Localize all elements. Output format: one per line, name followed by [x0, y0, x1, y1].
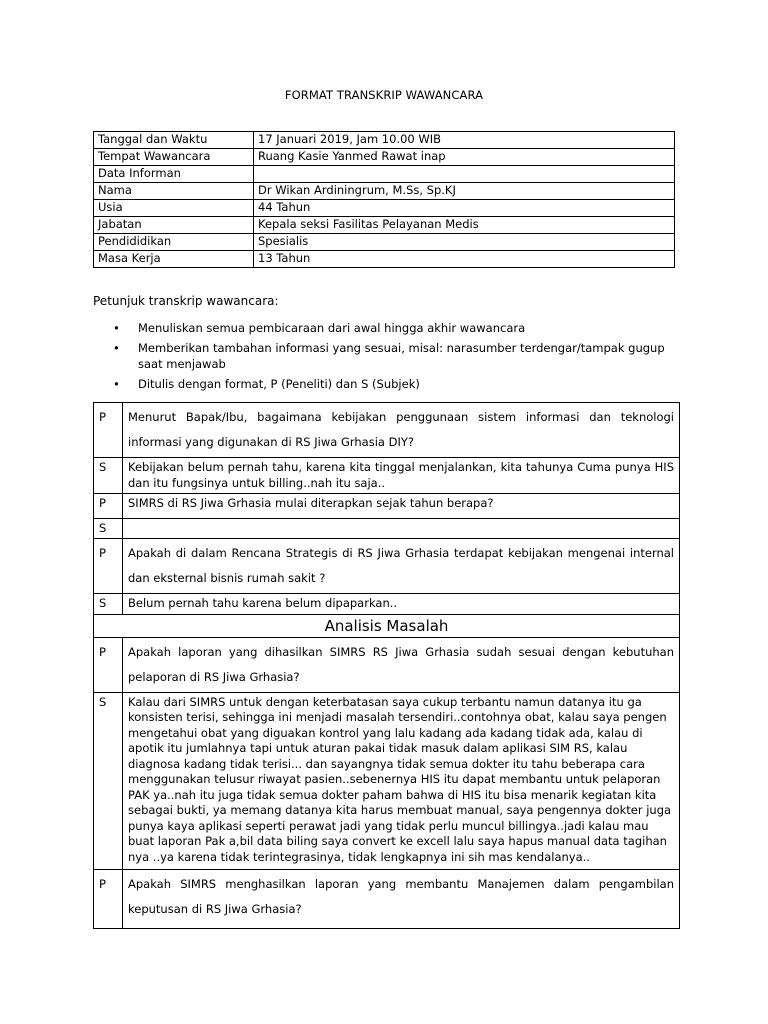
section-title: Analisis Masalah	[94, 614, 680, 637]
list-item	[113, 376, 683, 392]
info-row	[94, 251, 675, 268]
table-row	[94, 637, 680, 692]
transcript-text: Menurut Bapak/Ibu, bagaimana kebijakan penggunaan sistem informasi dan teknologi informasi yang digunakan di RS Jiwa Grhasia DIY?	[123, 403, 680, 458]
interview-info-table	[93, 131, 675, 268]
transcript-table	[93, 402, 680, 929]
transcript-text: Belum pernah tahu karena belum dipaparkan..	[123, 594, 680, 615]
section-row	[94, 614, 680, 637]
speaker-code: P	[94, 494, 123, 519]
table-row	[94, 539, 680, 594]
transcript-text	[123, 518, 680, 539]
guidelines-heading: Petunjuk transkrip wawancara:	[93, 294, 279, 308]
transcript-text: Apakah di dalam Rencana Strategis di RS Jiwa Grhasia terdapat kebijakan mengenai internal dan eksternal bisnis rumah sakit ?	[123, 539, 680, 594]
guideline-text: Ditulis dengan format, P (Peneliti) dan S (Subjek)	[138, 377, 420, 391]
info-row	[94, 183, 675, 200]
speaker-code: P	[94, 870, 123, 929]
info-row	[94, 166, 675, 183]
table-row	[94, 692, 680, 870]
table-row	[94, 494, 680, 519]
info-label: Pendididikan	[94, 234, 254, 251]
speaker-code: S	[94, 518, 123, 539]
table-row	[94, 594, 680, 615]
transcript-text: Apakah SIMRS menghasilkan laporan yang membantu Manajemen dalam pengambilan keputusan di RS Jiwa Grhasia?	[123, 870, 680, 929]
info-row	[94, 234, 675, 251]
info-row	[94, 200, 675, 217]
info-value: 17 Januari 2019, Jam 10.00 WIB	[254, 132, 675, 149]
guidelines-list	[113, 320, 683, 396]
info-value: 13 Tahun	[254, 251, 675, 268]
info-label: Nama	[94, 183, 254, 200]
document-title: FORMAT TRANSKRIP WAWANCARA	[284, 88, 484, 102]
info-value: Spesialis	[254, 234, 675, 251]
bullet-icon: •	[113, 321, 120, 335]
info-value: 44 Tahun	[254, 200, 675, 217]
info-value: Kepala seksi Fasilitas Pelayanan Medis	[254, 217, 675, 234]
transcript-text: Apakah laporan yang dihasilkan SIMRS RS Jiwa Grhasia sudah sesuai dengan kebutuhan pelaporan di RS Jiwa Grhasia?	[123, 637, 680, 692]
transcript-text: Kebijakan belum pernah tahu, karena kita tinggal menjalankan, kita tahunya Cuma punya HIS dan itu fungsinya untuk billing..nah itu saja..	[123, 458, 680, 494]
info-value	[254, 166, 675, 183]
info-label: Data Informan	[94, 166, 254, 183]
speaker-code: S	[94, 594, 123, 615]
info-label: Tempat Wawancara	[94, 149, 254, 166]
bullet-icon: •	[113, 377, 120, 391]
guideline-text: Memberikan tambahan informasi yang sesuai, misal: narasumber terdengar/tampak gugup saat menjawab	[138, 341, 665, 371]
info-label: Masa Kerja	[94, 251, 254, 268]
info-label: Usia	[94, 200, 254, 217]
transcript-text: Kalau dari SIMRS untuk dengan keterbatasan saya cukup terbantu namun datanya itu ga konsisten terisi, sehingga ini menjadi masalah tersendiri..contohnya obat, kalau saya pengen mengetahui obat yang diguakan kontrol yang lalu kadang ada kadang tidak ada, kalau di apotik itu jumlahnya tapi untuk aturan pakai tidak masuk dalam aplikasi SIM RS, kalau diagnosa kadang tidak terisi... dan sayangnya tidak semua dokter itu tahu beberapa cara menggunakan telusur riwayat pasien..sebenernya HIS itu dapat membantu untuk pelaporan PAK ya..nah itu juga tidak semua dokter paham bahwa di HIS itu bisa menarik kegiatan kita sebagai bukti, ya memang datanya kita harus membuat manual, saya pengennya dokter juga punya kaya aplikasi seperti perawat jadi yang tidak perlu muncul billingya..jadi kalau mau buat laporan Pak a,bil data biling saya convert ke excell lalu saya hapus manual data tagihan nya ..ya karena tidak terintegrasinya, tidak lengkapnya ini sih mas kendalanya..	[123, 692, 680, 870]
speaker-code: S	[94, 458, 123, 494]
info-value: Ruang Kasie Yanmed Rawat inap	[254, 149, 675, 166]
info-row	[94, 149, 675, 166]
speaker-code: P	[94, 403, 123, 458]
table-row	[94, 403, 680, 458]
guideline-text: Menuliskan semua pembicaraan dari awal hingga akhir wawancara	[138, 321, 526, 335]
info-row	[94, 217, 675, 234]
table-row	[94, 870, 680, 929]
info-value: Dr Wikan Ardiningrum, M.Ss, Sp.KJ	[254, 183, 675, 200]
table-row	[94, 458, 680, 494]
list-item	[113, 320, 683, 336]
list-item	[113, 340, 683, 372]
table-row	[94, 518, 680, 539]
bullet-icon: •	[113, 341, 120, 355]
speaker-code: P	[94, 637, 123, 692]
transcript-text: SIMRS di RS Jiwa Grhasia mulai diterapkan sejak tahun berapa?	[123, 494, 680, 519]
info-label: Jabatan	[94, 217, 254, 234]
info-label: Tanggal dan Waktu	[94, 132, 254, 149]
speaker-code: P	[94, 539, 123, 594]
info-row	[94, 132, 675, 149]
speaker-code: S	[94, 692, 123, 870]
